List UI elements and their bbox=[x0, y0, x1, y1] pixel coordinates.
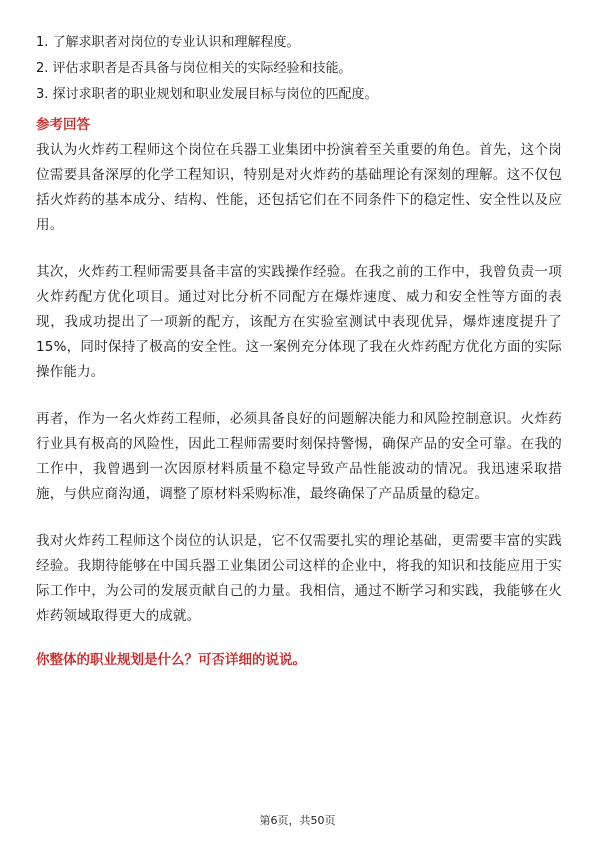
document-page bbox=[36, 30, 562, 673]
list-item: 2. 评估求职者是否具备与岗位相关的实际经验和技能。 bbox=[36, 61, 352, 76]
answer-paragraph: 我对火炸药工程师这个岗位的认识是，它不仅需要扎实的理论基础，更需要丰富的实践经验。我期待能够在中国兵器工业集团公司这样的企业中，将我的知识和技能应用于实际工作中，为公司的发展贡献自己的力量。我相信，通过不断学习和实践，我能够在火炸药领域取得更大的成就。 bbox=[36, 533, 562, 624]
answer-paragraph: 其次，火炸药工程师需要具备丰富的实践操作经验。在我之前的工作中，我曾负责一项火炸药配方优化项目。通过对比分析不同配方在爆炸速度、威力和安全性等方面的表现，我成功提出了一项新的配方，该配方在实验室测试中表现优异，爆炸速度提升了15%，同时保持了极高的安全性。这一案例充分体现了我在火炸药配方优化方面的实际操作能力。 bbox=[36, 264, 562, 380]
next-question: 你整体的职业规划是什么？可否详细的说说。 bbox=[36, 652, 306, 668]
list-item: 1. 了解求职者对岗位的专业认识和理解程度。 bbox=[36, 35, 300, 50]
page-footer: 第6页，共50页 bbox=[259, 814, 336, 827]
list-item: 3. 探讨求职者的职业规划和职业发展目标与岗位的匹配度。 bbox=[36, 87, 378, 102]
answer-paragraph: 再者，作为一名火炸药工程师，必须具备良好的问题解决能力和风险控制意识。火炸药行业具有极高的风险性，因此工程师需要时刻保持警惕，确保产品的安全可靠。在我的工作中，我曾遇到一次因原材料质量不稳定导致产品性能波动的情况。我迅速采取措施，与供应商沟通，调整了原材料采购标准，最终确保了产品质量的稳定。 bbox=[36, 411, 562, 502]
answer-paragraph: 我认为火炸药工程师这个岗位在兵器工业集团中扮演着至关重要的角色。首先，这个岗位需要具备深厚的化学工程知识，特别是对火炸药的基础理论有深刻的理解。这不仅包括火炸药的基本成分、结构、性能，还包括它们在不同条件下的稳定性、安全性以及应用。 bbox=[36, 142, 562, 233]
answer-title: 参考回答 bbox=[36, 117, 90, 133]
